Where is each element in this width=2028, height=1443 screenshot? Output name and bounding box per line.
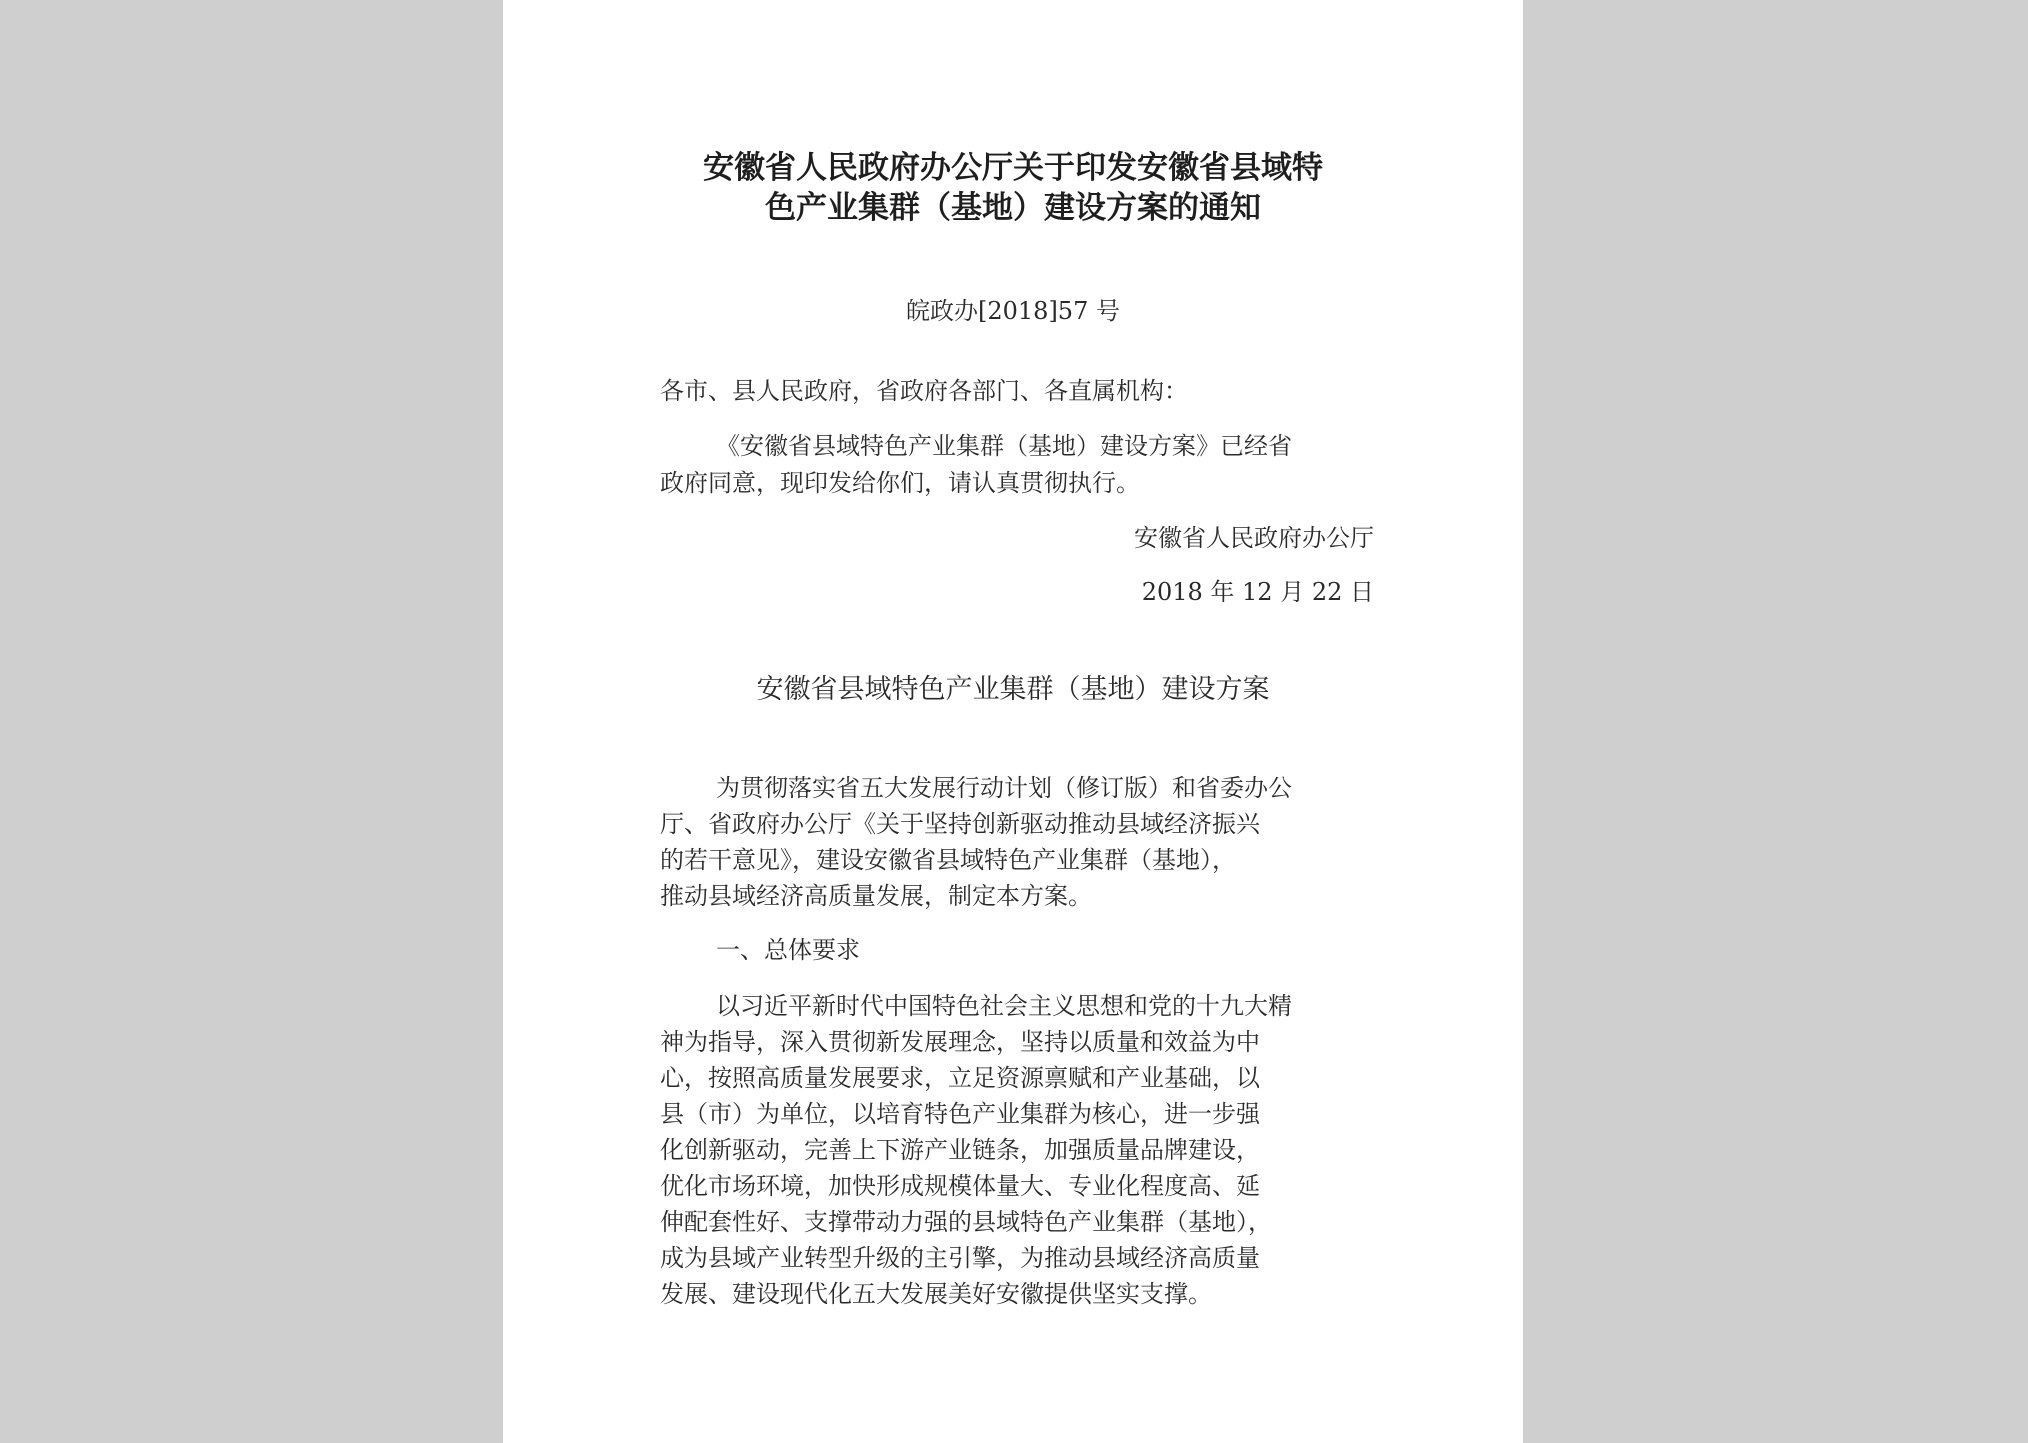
- section-1-line-6: 优化市场环境，加快形成规模体量大、专业化程度高、延: [660, 1172, 1260, 1200]
- addressee: 各市、县人民政府，省政府各部门、各直属机构：: [660, 377, 1188, 405]
- document-page: [503, 0, 1523, 1443]
- intro-line-2: 厅、省政府办公厅《关于坚持创新驱动推动县域经济振兴: [660, 810, 1260, 838]
- section-1-line-1: 以习近平新时代中国特色社会主义思想和党的十九大精: [716, 992, 1292, 1020]
- issuer: 安徽省人民政府办公厅: [1134, 524, 1374, 552]
- plan-title: 安徽省县域特色产业集群（基地）建设方案: [756, 674, 1270, 705]
- intro-line-4: 推动县域经济高质量发展，制定本方案。: [660, 882, 1092, 910]
- section-1-line-5: 化创新驱动，完善上下游产业链条，加强质量品牌建设，: [660, 1136, 1260, 1164]
- section-1-line-7: 伸配套性好、支撑带动力强的县域特色产业集群（基地），: [660, 1208, 1272, 1236]
- notice-line-2: 政府同意，现印发给你们，请认真贯彻执行。: [660, 469, 1140, 497]
- document-title-line-2: 色产业集群（基地）建设方案的通知: [765, 190, 1261, 226]
- document-title-line-1: 安徽省人民政府办公厅关于印发安徽省县域特: [703, 150, 1323, 186]
- section-1-heading: 一、总体要求: [716, 936, 860, 964]
- notice-line-1: 《安徽省县域特色产业集群（基地）建设方案》已经省: [716, 432, 1292, 460]
- section-1-line-3: 心，按照高质量发展要求，立足资源禀赋和产业基础，以: [660, 1064, 1260, 1092]
- section-1-line-2: 神为指导，深入贯彻新发展理念，坚持以质量和效益为中: [660, 1028, 1260, 1056]
- section-1-line-4: 县（市）为单位，以培育特色产业集群为核心，进一步强: [660, 1100, 1260, 1128]
- section-1-line-8: 成为县域产业转型升级的主引擎，为推动县域经济高质量: [660, 1244, 1260, 1272]
- section-1-line-9: 发展、建设现代化五大发展美好安徽提供坚实支撑。: [660, 1280, 1212, 1308]
- document-number: 皖政办[2018]57 号: [906, 297, 1120, 325]
- intro-line-3: 的若干意见》，建设安徽省县域特色产业集群（基地），: [660, 846, 1236, 874]
- intro-line-1: 为贯彻落实省五大发展行动计划（修订版）和省委办公: [716, 774, 1292, 802]
- issue-date: 2018 年 12 月 22 日: [1141, 578, 1374, 606]
